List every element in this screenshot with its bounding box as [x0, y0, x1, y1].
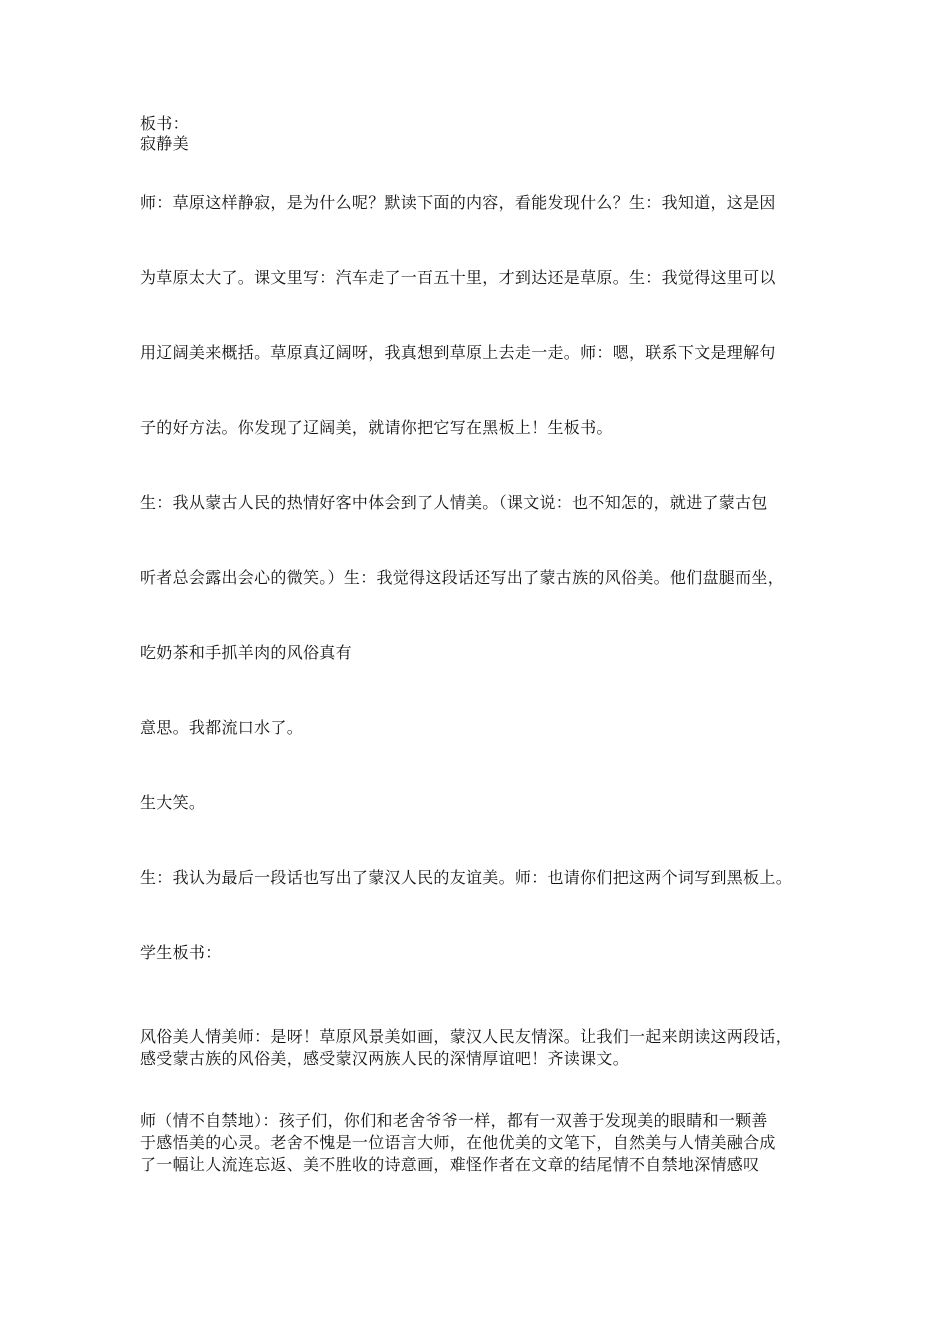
paragraph-line: 子的好方法。你发现了辽阔美，就请你把它写在黑板上！生板书。: [140, 418, 613, 437]
paragraph-line: 了一幅让人流连忘返、美不胜收的诗意画，难怪作者在文章的结尾情不自禁地深情感叹: [140, 1155, 760, 1174]
board-heading-students: 学生板书：: [140, 943, 222, 962]
paragraph-line: 意思。我都流口水了。: [140, 718, 304, 737]
paragraph-line: 师：草原这样静寂，是为什么呢？默读下面的内容，看能发现什么？生：我知道，这是因: [140, 193, 776, 212]
paragraph-line: 生：我从蒙古人民的热情好客中体会到了人情美。（课文说：也不知怎的，就进了蒙古包: [140, 493, 768, 512]
paragraph: [140, 1026, 820, 1070]
paragraph-line: 感受蒙古族的风俗美，感受蒙汉两族人民的深情厚谊吧！齐读课文。: [140, 1049, 630, 1068]
paragraph-line: 生：我认为最后一段话也写出了蒙汉人民的友谊美。师：也请你们把这两个词写到黑板上。: [140, 868, 793, 887]
paragraph-line: 听者总会露出会心的微笑。）生：我觉得这段话还写出了蒙古族的风俗美。他们盘腿而坐，: [140, 568, 785, 587]
board-heading: 板书：: [140, 114, 189, 133]
paragraph-line: 为草原太大了。课文里写：汽车走了一百五十里，才到达还是草原。生：我觉得这里可以: [140, 268, 776, 287]
paragraph-line: 于感悟美的心灵。老舍不愧是一位语言大师，在他优美的文笔下，自然美与人情美融合成: [140, 1133, 776, 1152]
paragraph-line: 师（情不自禁地）：孩子们，你们和老舍爷爷一样，都有一双善于发现美的眼睛和一颗善: [140, 1111, 768, 1130]
paragraph-line: 用辽阔美来概括。草原真辽阔呀，我真想到草原上去走一走。师：嗯，联系下文是理解句: [140, 343, 776, 362]
paragraph: [140, 1110, 820, 1176]
paragraph-line: 风俗美人情美师：是呀！草原风景美如画，蒙汉人民友情深。让我们一起来朗读这两段话，: [140, 1027, 793, 1046]
paragraph-line: 吃奶茶和手抓羊肉的风俗真有: [140, 643, 352, 662]
paragraph-line: 生大笑。: [140, 793, 206, 812]
board-item-silence: 寂静美: [140, 134, 189, 153]
